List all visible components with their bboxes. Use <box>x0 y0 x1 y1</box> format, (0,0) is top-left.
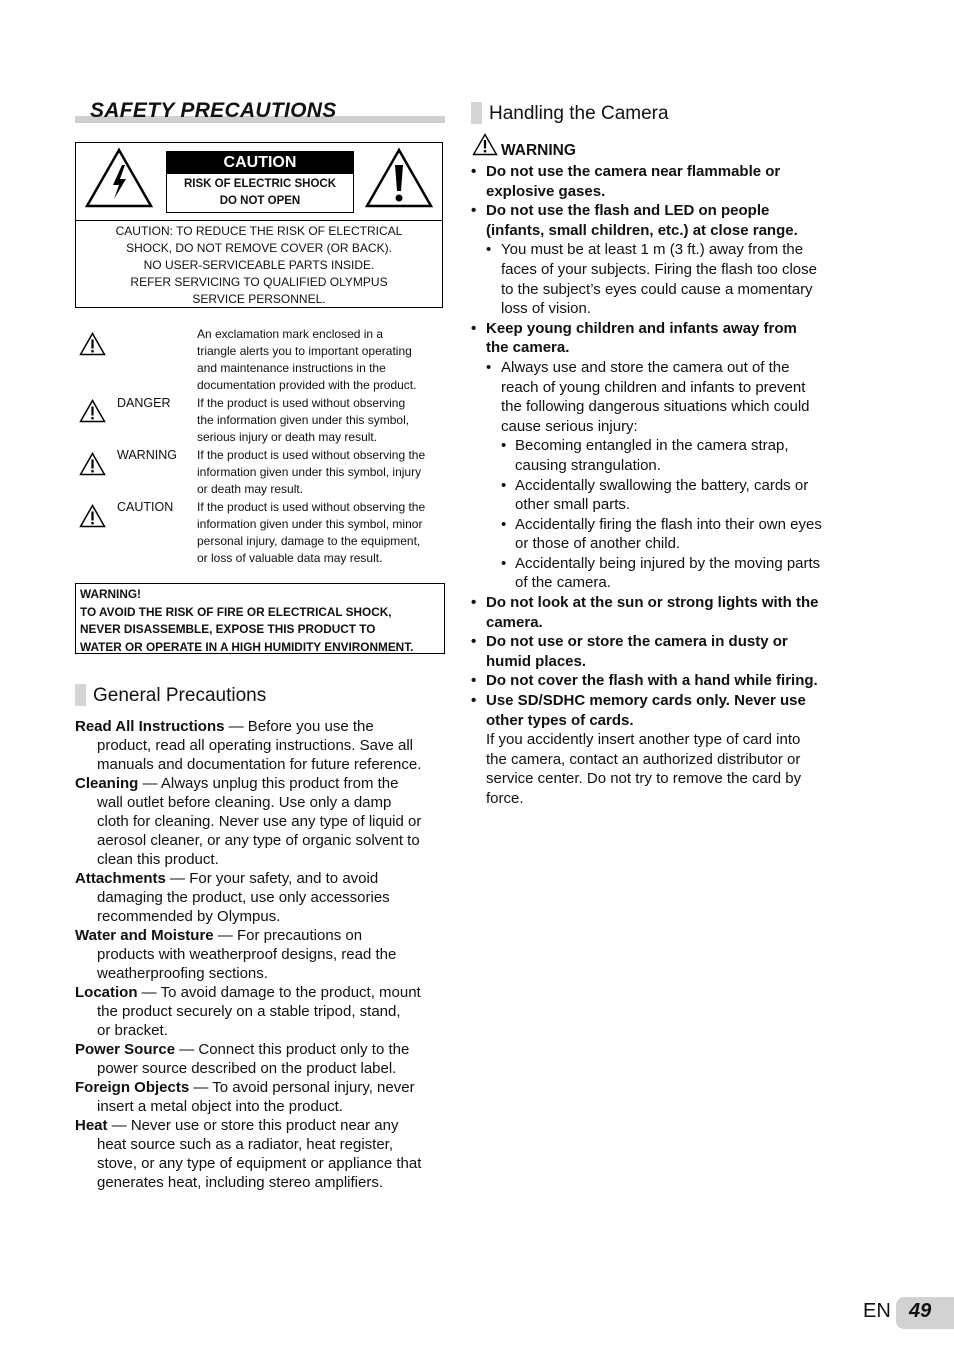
handling-line: • Accidentally firing the flash into their own eyes <box>470 515 850 535</box>
handling-line: • Becoming entangled in the camera strap, <box>470 436 850 456</box>
symbol-label-caution: CAUTION <box>117 500 174 514</box>
handling-line: loss of vision. <box>501 300 592 318</box>
caution-text-line: SERVICE PERSONNEL. <box>192 292 326 306</box>
symbol-description-line: triangle alerts you to important operating <box>197 344 412 358</box>
warning-heading <box>470 140 850 162</box>
precaution-text-line: recommended by Olympus. <box>97 908 281 925</box>
handling-line: faces of your subjects. Firing the flash too close <box>501 260 817 278</box>
language-label: EN <box>863 1300 891 1322</box>
symbol-description-line: If the product is used without observing <box>197 396 406 410</box>
symbol-description-line: the information given under this symbol, <box>197 413 410 427</box>
precaution-item <box>75 983 445 1040</box>
precaution-term: Read All Instructions <box>75 718 225 735</box>
handling-line: • Do not use or store the camera in dusty or <box>470 632 850 652</box>
precaution-text: — Connect this product only to the <box>175 1041 410 1058</box>
caution-box <box>75 142 443 308</box>
exclamation-triangle-icon <box>79 332 106 356</box>
warning-box-line: TO AVOID THE RISK OF FIRE OR ELECTRICAL SHOCK, <box>80 604 392 619</box>
warning-box-line: NEVER DISASSEMBLE, EXPOSE THIS PRODUCT TO <box>80 622 376 636</box>
caution-sub-line: RISK OF ELECTRIC SHOCK <box>183 178 337 190</box>
symbol-description <box>197 395 409 446</box>
general-precautions-list <box>75 717 445 1192</box>
electric-shock-warning-icon <box>84 147 154 209</box>
symbol-description-line: or death may result. <box>197 482 304 496</box>
precaution-term: Location <box>75 984 138 1001</box>
handling-line: causing strangulation. <box>515 456 661 474</box>
symbol-description-line: or loss of valuable data may result. <box>197 551 383 565</box>
symbol-description-line: information given under this symbol, injury <box>197 465 422 479</box>
precaution-text-line: heat source such as a radiator, heat register, <box>97 1136 394 1153</box>
precaution-text: — To avoid personal injury, never <box>189 1079 415 1096</box>
precaution-first-line <box>75 717 445 736</box>
precaution-term: Heat <box>75 1117 108 1134</box>
caution-text-line: REFER SERVICING TO QUALIFIED OLYMPUS <box>130 275 388 289</box>
handling-line: • Use SD/SDHC memory cards only. Never use <box>470 691 850 711</box>
caution-sub-line: DO NOT OPEN <box>219 195 301 207</box>
handling-camera-heading: Handling the Camera <box>489 103 669 124</box>
precaution-text: — Always unplug this product from the <box>138 775 399 792</box>
handling-line: • Do not cover the flash with a hand while firing. <box>470 671 850 691</box>
precaution-text: — For precautions on <box>213 927 363 944</box>
precaution-text-line: cloth for cleaning. Never use any type of liquid or <box>97 813 422 830</box>
warning-box-line: WARNING! <box>80 587 141 601</box>
warning-triangle-icon <box>472 133 498 156</box>
handling-line: the camera, contact an authorized distributor or <box>486 750 801 768</box>
handling-line: or those of another child. <box>515 535 681 553</box>
handling-line: humid places. <box>486 652 587 670</box>
precaution-first-line <box>75 983 445 1002</box>
handling-line: • Accidentally being injured by the moving parts <box>470 554 850 574</box>
handling-line: • You must be at least 1 m (3 ft.) away from the <box>470 240 850 260</box>
precaution-first-line <box>75 1040 445 1059</box>
fire-shock-warning-box <box>75 583 445 654</box>
precaution-item <box>75 1078 445 1116</box>
symbol-description-line: serious injury or death may result. <box>197 430 378 444</box>
warning-triangle-icon <box>79 452 106 476</box>
precaution-first-line <box>75 1078 445 1097</box>
precaution-text-line: aerosol cleaner, or any type of organic solvent to <box>97 832 420 849</box>
precaution-text-line: wall outlet before cleaning. Use only a damp <box>97 794 392 811</box>
handling-line: • Accidentally swallowing the battery, cards or <box>470 476 850 496</box>
page-number: 49 <box>909 1300 932 1322</box>
precaution-text-line: power source described on the product label. <box>97 1060 397 1077</box>
precaution-text-line: insert a metal object into the product. <box>97 1098 343 1115</box>
precaution-first-line <box>75 1116 445 1135</box>
symbol-description-line: An exclamation mark enclosed in a <box>197 327 384 341</box>
caution-text-line: CAUTION: TO REDUCE THE RISK OF ELECTRICAL <box>115 224 403 238</box>
caution-box-header <box>76 143 442 221</box>
handling-line: to the subject’s eyes could cause a momentary <box>501 280 813 298</box>
precaution-first-line <box>75 926 445 945</box>
handling-line: • Do not look at the sun or strong lights with the <box>470 593 850 613</box>
exclamation-warning-icon <box>364 147 434 209</box>
handling-line: • Keep young children and infants away from <box>470 319 850 339</box>
precaution-text: — For your safety, and to avoid <box>165 870 379 887</box>
precaution-text-line: clean this product. <box>97 851 219 868</box>
handling-camera-section <box>470 140 850 809</box>
handling-line: other small parts. <box>515 496 631 514</box>
precaution-term: Water and Moisture <box>75 927 214 944</box>
precaution-item <box>75 1040 445 1078</box>
symbol-label-danger: DANGER <box>117 396 171 410</box>
caution-text-line: NO USER-SERVICEABLE PARTS INSIDE. <box>143 258 375 272</box>
symbol-description-line: personal injury, damage to the equipment, <box>197 534 421 548</box>
precaution-item <box>75 1116 445 1192</box>
precaution-first-line <box>75 774 445 793</box>
handling-line: force. <box>486 790 524 807</box>
handling-line: service center. Do not try to remove the card by <box>486 770 802 788</box>
precaution-item <box>75 926 445 983</box>
handling-line: the following dangerous situations which could <box>501 398 810 416</box>
warning-box-line: WATER OR OPERATE IN A HIGH HUMIDITY ENVIRONMENT. <box>80 639 414 654</box>
precaution-text-line: damaging the product, use only accessories <box>97 889 390 906</box>
precaution-text-line: products with weatherproof designs, read the <box>97 946 397 963</box>
general-precautions-heading: General Precautions <box>93 685 267 706</box>
section-marker <box>471 102 482 124</box>
precaution-term: Attachments <box>75 870 166 887</box>
precaution-text-line: or bracket. <box>97 1022 168 1039</box>
handling-line: other types of cards. <box>486 711 634 729</box>
precaution-item <box>75 717 445 774</box>
caution-label-box <box>166 151 354 213</box>
precaution-item <box>75 774 445 869</box>
handling-line: the camera. <box>486 339 570 357</box>
precaution-text-line: weatherproofing sections. <box>97 965 268 982</box>
precaution-text-line: manuals and documentation for future reference. <box>97 756 422 773</box>
precaution-text-line: stove, or any type of equipment or appliance that <box>97 1155 422 1172</box>
handling-line: of the camera. <box>515 574 611 592</box>
precaution-first-line <box>75 869 445 888</box>
symbol-description-line: documentation provided with the product. <box>197 378 417 392</box>
symbol-description-line: and maintenance instructions in the <box>197 361 386 375</box>
handling-line: reach of young children and infants to prevent <box>501 378 806 396</box>
symbol-description <box>197 326 416 394</box>
handling-line: • Do not use the flash and LED on people <box>470 201 850 221</box>
caution-text-line: SHOCK, DO NOT REMOVE COVER (OR BACK). <box>126 241 392 255</box>
precaution-text-line: product, read all operating instructions. Save all <box>97 737 414 754</box>
precaution-term: Cleaning <box>75 775 139 792</box>
symbol-description-line: If the product is used without observing the <box>197 448 426 462</box>
warning-label: WARNING <box>501 142 576 159</box>
symbol-description <box>197 447 425 498</box>
danger-triangle-icon <box>79 399 106 423</box>
handling-line: If you accidently insert another type of card into <box>486 731 801 749</box>
symbol-description-line: information given under this symbol, minor <box>197 517 423 531</box>
precaution-text: — To avoid damage to the product, mount <box>137 984 421 1001</box>
precaution-term: Foreign Objects <box>75 1079 190 1096</box>
handling-line: explosive gases. <box>486 182 606 200</box>
precaution-text-line: the product securely on a stable tripod, stand, <box>97 1003 401 1020</box>
precaution-text: — Never use or store this product near any <box>107 1117 399 1134</box>
caution-text <box>76 223 442 308</box>
precaution-text-line: generates heat, including stereo amplifiers. <box>97 1174 383 1191</box>
caution-triangle-icon <box>79 504 106 528</box>
handling-line: camera. <box>486 613 543 631</box>
caution-label: CAUTION <box>167 152 353 174</box>
precaution-term: Power Source <box>75 1041 176 1058</box>
precaution-text: — Before you use the <box>224 718 374 735</box>
handling-line: cause serious injury: <box>501 417 638 435</box>
precaution-item <box>75 869 445 926</box>
symbol-description <box>197 499 425 567</box>
section-marker <box>75 684 86 706</box>
handling-line: • Always use and store the camera out of the <box>470 358 850 378</box>
handling-line: (infants, small children, etc.) at close range. <box>486 221 798 239</box>
symbol-label-warning: WARNING <box>117 448 177 462</box>
symbol-description-line: If the product is used without observing the <box>197 500 426 514</box>
page-title: SAFETY PRECAUTIONS <box>90 99 337 122</box>
handling-camera-list <box>470 162 850 809</box>
handling-line: • Do not use the camera near flammable or <box>470 162 850 182</box>
